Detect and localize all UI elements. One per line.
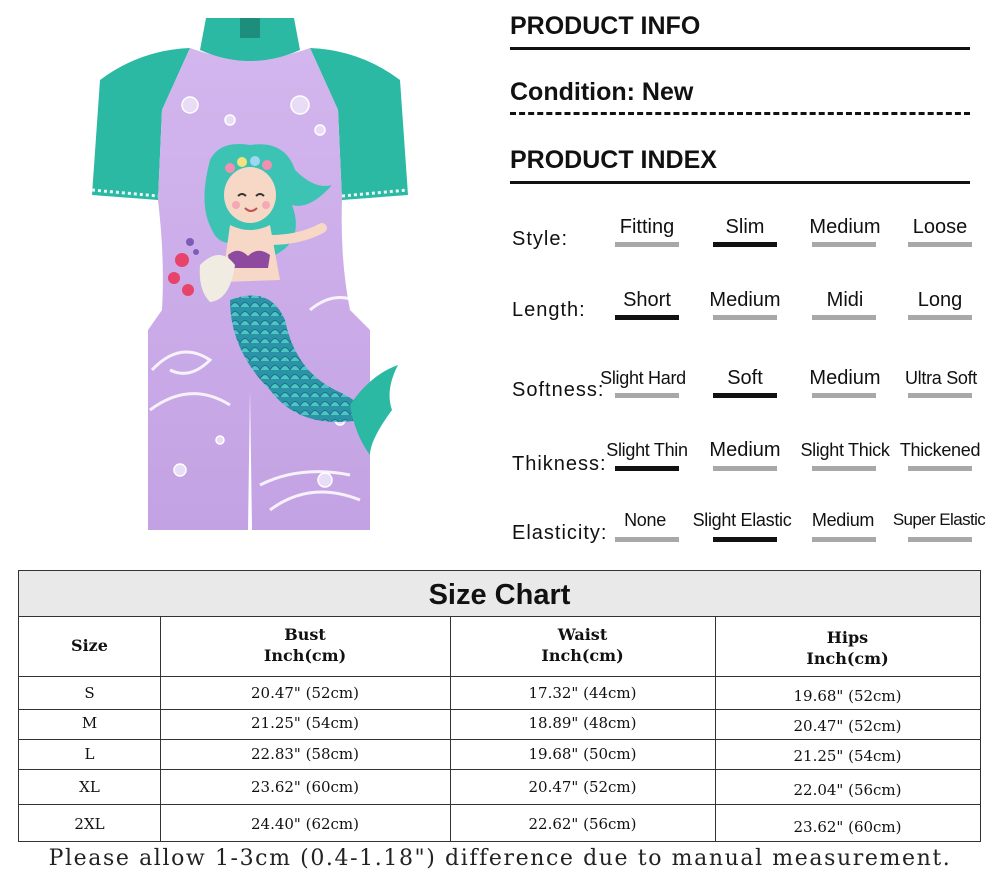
product-index-heading: PRODUCT INDEX [510, 146, 717, 174]
elasticity-option-super-elastic: Super Elastic [892, 510, 986, 529]
cell-waist: 19.68" (50cm) [528, 745, 637, 763]
cell-hips: 23.62" (60cm) [793, 818, 902, 836]
table-row-divider [19, 676, 980, 677]
thikness-option-thickened: Thickened [899, 440, 981, 460]
index-label-thikness: Thikness: [512, 453, 607, 475]
elasticity-option-none: None [624, 510, 666, 530]
index-label-style: Style: [512, 228, 569, 250]
cell-size: M [81, 714, 98, 732]
softness-bar-slight-hard [615, 393, 679, 398]
condition-text: Condition: New [510, 78, 694, 106]
product-info-heading: PRODUCT INFO [510, 12, 701, 40]
softness-option-ultra-soft: Ultra Soft [904, 368, 978, 388]
header-waist-line1: Waist [557, 625, 608, 644]
cell-waist: 17.32" (44cm) [528, 684, 637, 702]
product-info-rule [510, 47, 970, 50]
elasticity-option-slight-elastic: Slight Elastic [692, 510, 792, 530]
thikness-bar-thickened [908, 466, 972, 471]
length-option-medium: Medium [709, 289, 781, 311]
elasticity-bar-slight-elastic-selected [713, 537, 777, 542]
cell-waist: 22.62" (56cm) [528, 815, 637, 833]
style-option-slim: Slim [725, 216, 765, 238]
cell-size: 2XL [74, 815, 105, 833]
elasticity-bar-super-elastic [908, 537, 972, 542]
index-label-length: Length: [512, 299, 586, 321]
header-hips-line2: Inch(cm) [806, 649, 889, 668]
length-option-short: Short [623, 289, 671, 311]
index-label-elasticity: Elasticity: [512, 522, 608, 544]
style-bar-medium [812, 242, 876, 247]
header-waist-line2: Inch(cm) [541, 646, 624, 665]
cell-bust: 21.25" (54cm) [250, 714, 360, 732]
cell-bust: 23.62" (60cm) [250, 778, 360, 796]
thikness-bar-medium [713, 466, 777, 471]
cell-hips: 21.25" (54cm) [793, 747, 902, 765]
index-label-softness: Softness: [512, 379, 605, 401]
softness-bar-medium [812, 393, 876, 398]
elasticity-option-medium: Medium [811, 510, 875, 530]
table-row-divider [19, 769, 980, 770]
length-bar-medium [713, 315, 777, 320]
size-chart-title: Size Chart [19, 571, 980, 617]
softness-bar-ultra-soft [908, 393, 972, 398]
cell-bust: 22.83" (58cm) [250, 745, 360, 763]
length-bar-midi [812, 315, 876, 320]
softness-option-soft: Soft [727, 367, 763, 389]
elasticity-bar-medium [812, 537, 876, 542]
thikness-option-slight-thin: Slight Thin [606, 440, 688, 460]
header-size: Size [71, 636, 108, 655]
style-bar-fitting [615, 242, 679, 247]
elasticity-bar-none [615, 537, 679, 542]
cell-size: XL [79, 778, 100, 796]
style-option-loose: Loose [912, 216, 968, 238]
header-hips [715, 627, 980, 669]
cell-bust: 24.40" (62cm) [250, 815, 360, 833]
style-option-medium: Medium [809, 216, 881, 238]
length-option-midi: Midi [826, 289, 864, 311]
style-bar-slim-selected [713, 242, 777, 247]
header-bust-line1: Bust [284, 625, 326, 644]
product-index-rule [510, 181, 970, 184]
style-option-fitting: Fitting [619, 216, 675, 238]
thikness-option-slight-thick: Slight Thick [800, 440, 890, 460]
thikness-option-medium: Medium [709, 439, 781, 461]
table-row-divider [19, 709, 980, 710]
cell-waist: 18.89" (48cm) [528, 714, 637, 732]
condition-divider [510, 112, 970, 115]
table-row-divider [19, 804, 980, 805]
table-row-divider [19, 739, 980, 740]
cell-waist: 20.47" (52cm) [528, 778, 637, 796]
product-image [70, 10, 430, 555]
softness-option-medium: Medium [809, 367, 881, 389]
cell-size: L [84, 745, 95, 763]
cell-hips: 20.47" (52cm) [793, 717, 902, 735]
cell-hips: 19.68" (52cm) [793, 687, 902, 705]
thikness-bar-slight-thin-selected [615, 466, 679, 471]
header-bust-line2: Inch(cm) [263, 646, 347, 665]
header-bust [160, 624, 450, 666]
style-bar-loose [908, 242, 972, 247]
thikness-bar-slight-thick [812, 466, 876, 471]
softness-option-slight-hard: Slight Hard [600, 368, 686, 388]
cell-size: S [84, 684, 95, 702]
length-option-long: Long [917, 289, 963, 311]
cell-bust: 20.47" (52cm) [250, 684, 360, 702]
length-bar-long [908, 315, 972, 320]
header-hips-line1: Hips [826, 628, 869, 647]
header-waist [450, 624, 715, 666]
measurement-note: Please allow 1-3cm (0.4-1.18") difference due to manual measurement. [48, 846, 952, 871]
softness-bar-soft-selected [713, 393, 777, 398]
length-bar-short-selected [615, 315, 679, 320]
cell-hips: 22.04" (56cm) [793, 781, 902, 799]
